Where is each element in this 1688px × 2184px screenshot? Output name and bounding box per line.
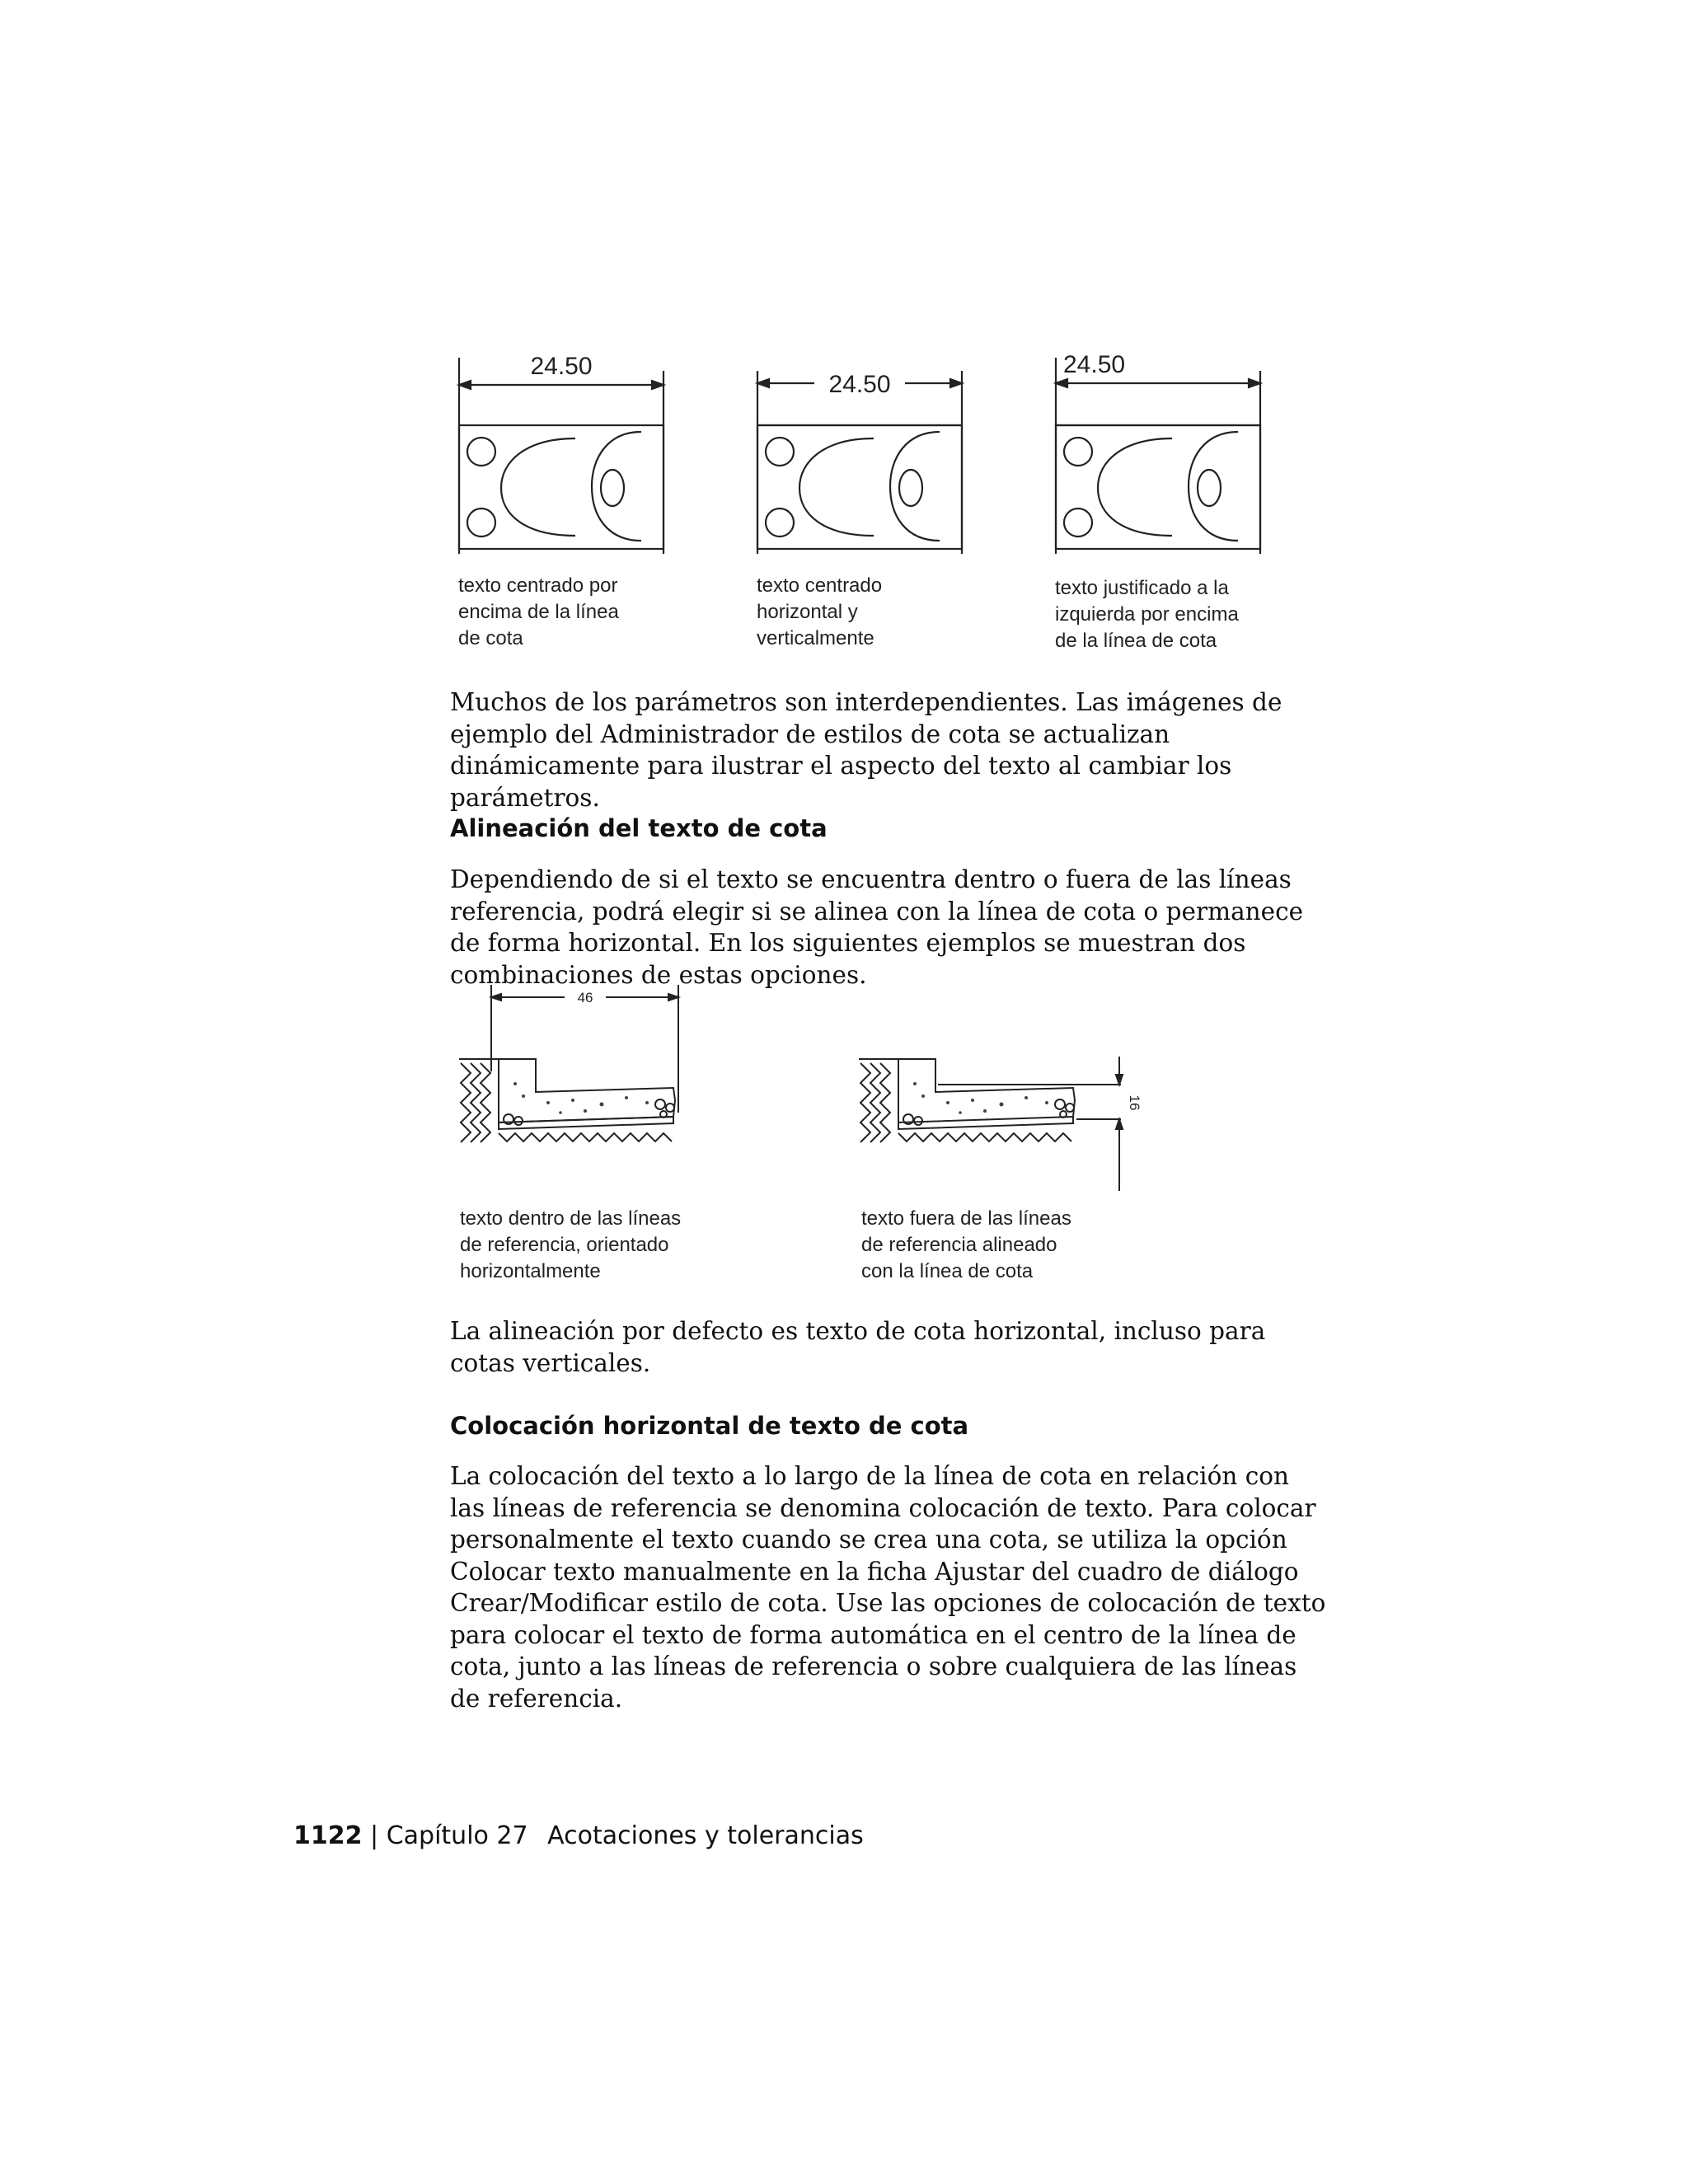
figure1-panel1-dimension: 24.50 (530, 353, 593, 380)
figure1-panel3-drawing (1048, 346, 1263, 544)
figure2-right-caption: texto fuera de las líneas de referencia alineado con la línea de cota (861, 1207, 1071, 1282)
figure2-left-caption: texto dentro de las líneas de referencia, orientado horizontalmente (460, 1207, 682, 1282)
figure1-panel2-dimension: 24.50 (828, 371, 891, 398)
page-number: 1122 (293, 1821, 363, 1850)
heading-text-alignment: Alineación del texto de cota (450, 814, 828, 842)
figure1-panel2-caption: texto centrado horizontal y verticalmente (757, 574, 883, 649)
figure1-panel1-caption: texto centrado por encima de la línea de cota (458, 574, 619, 649)
paragraph-default-alignment: La alineación por defecto es texto de cota horizontal, incluso para cotas verticales. (450, 1317, 1266, 1377)
figure1-panel3-caption: texto justificado a la izquierda por encima de la línea de cota (1055, 577, 1239, 652)
figure1-panel3-dimension: 24.50 (1063, 351, 1126, 378)
chapter-title: Acotaciones y tolerancias (547, 1821, 864, 1850)
figure2-right-drawing (857, 981, 1142, 1195)
paragraph-text-placement: La colocación del texto a lo largo de la línea de cota en relación con las líneas de referencia se denomina colocación de texto. Para colocar personalmente el texto cuando se crea una cota, se utiliza la opción Colocar texto manualmente en la ficha Ajustar del cuadro de diálogo Crear/Modificar estilo de cota. Use las opciones de colocación de texto para colocar el texto de forma automática en el centro de la línea de cota, junto a las líneas de referencia o sobre cualquiera de las líneas de referencia. (450, 1462, 1326, 1713)
footer-separator: | (370, 1821, 379, 1850)
figure2-right-dimension: 16 (1127, 1094, 1142, 1111)
page-footer (293, 1821, 864, 1850)
heading-horizontal-placement: Colocación horizontal de texto de cota (450, 1412, 969, 1440)
figure2-left-dimension: 46 (577, 990, 593, 1005)
chapter-label: Capítulo 27 (386, 1821, 528, 1850)
paragraph-alignment-options: Dependiendo de si el texto se encuentra dentro o fuera de las líneas referencia, podrá elegir si se alinea con la línea de cota o permanece de forma horizontal. En los siguientes ejemplos se muestran dos combinaciones de estas opciones. (450, 865, 1304, 989)
figure2-left-drawing (457, 981, 696, 1195)
figure1-panel1-drawing (452, 346, 666, 544)
figure1-panel2-drawing (750, 346, 964, 544)
paragraph-interdependent-parameters: Muchos de los parámetros son interdependientes. Las imágenes de ejemplo del Administrador de estilos de cota se actualizan dinámicamente para ilustrar el aspecto del texto al cambiar los parámetros. (450, 688, 1282, 812)
